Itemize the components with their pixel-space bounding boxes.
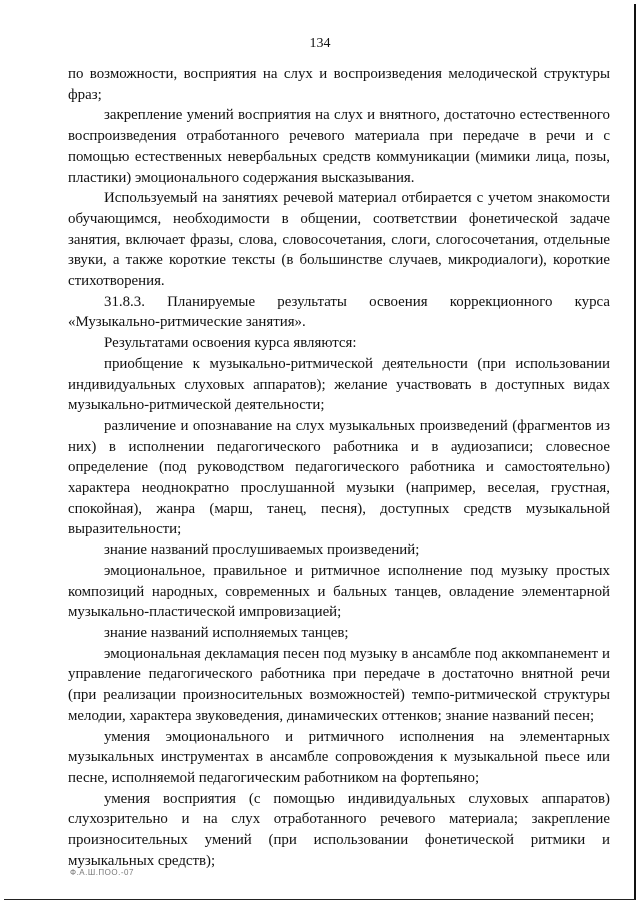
list-item: знание названий исполняемых танцев; <box>104 624 349 641</box>
paragraph: закрепление умений восприятия на слух и внятного, достаточно естественного воспроизведения отработанного речевого материала при передаче в речи и с помощью естественных невербальных средств коммуникации (мимики лица, позы, пластики) эмоционального содержания высказывания. <box>68 107 610 186</box>
list-item: эмоциональное, правильное и ритмичное исполнение под музыку простых композиций народных, современных и бальных танцев, овладение элементарной музыкально-пластической импровизацией; <box>68 562 610 621</box>
list-item: эмоциональная декламация песен под музыку в ансамбле под аккомпанемент и управление педагогического работника при передаче в достаточно внятной речи (при реализации произносительных возможностей) темпо-ритмической структуры мелодии, характера звуковедения, динамических оттенков; знание названий песен; <box>68 645 610 724</box>
page-number: 134 <box>309 36 331 51</box>
section-heading-word: коррекционного <box>449 293 553 310</box>
section-heading-line2: «Музыкально-ритмические занятия». <box>68 314 306 331</box>
section-number: 31.8.3. <box>104 293 145 310</box>
section-heading-word: Планируемые <box>167 293 256 310</box>
list-item: умения восприятия (с помощью индивидуальных слуховых аппаратов) слухозрительно и на слух отработанного речевого материала; закрепление произносительных умений (при использовании фонетической ритмики и музыкальных средств); <box>68 790 610 869</box>
list-item: знание названий прослушиваемых произведений; <box>104 542 420 559</box>
footer-stamp: Ф.А.Ш.ПОО.-07 <box>70 868 134 877</box>
list-item: различение и опознавание на слух музыкальных произведений (фрагментов из них) в исполнении педагогического работника и в аудиозаписи; словесное определение (под руководством педагогического работника и самостоятельно) характера неоднократно прослушанной музыки (например, веселая, грустная, спокойная), жанра (марш, танец, песня), доступных средств музыкальной выразительности; <box>68 417 610 538</box>
document-body <box>68 64 610 871</box>
list-item: умения эмоционального и ритмичного исполнения на элементарных музыкальных инструментах в ансамбле сопровождения к музыкальной пьесе или песне, исполняемой педагогическим работником на фортепьяно; <box>68 728 610 786</box>
paragraph: Результатами освоения курса являются: <box>104 335 357 352</box>
paragraph: по возможности, восприятия на слух и воспроизведения мелодической структуры фраз; <box>68 66 610 103</box>
paragraph: Используемый на занятиях речевой материал отбирается с учетом знакомости обучающимся, необходимости в общении, соответствии фонетической задаче занятия, включает фразы, слова, словосочетания, слоги, слогосочетания, отдельные звуки, а также короткие тексты (в большинстве случаев, микродиалоги), короткие стихотворения. <box>68 190 610 290</box>
list-item: приобщение к музыкально-ритмической деятельности (при использовании индивидуальных слуховых аппаратов); желание участвовать в доступных видах музыкально-ритмической деятельности; <box>68 355 610 414</box>
section-heading-word: результаты <box>277 293 347 310</box>
section-heading-word: освоения <box>369 293 428 310</box>
section-heading-word: курса <box>574 293 610 310</box>
section-heading <box>68 292 610 313</box>
